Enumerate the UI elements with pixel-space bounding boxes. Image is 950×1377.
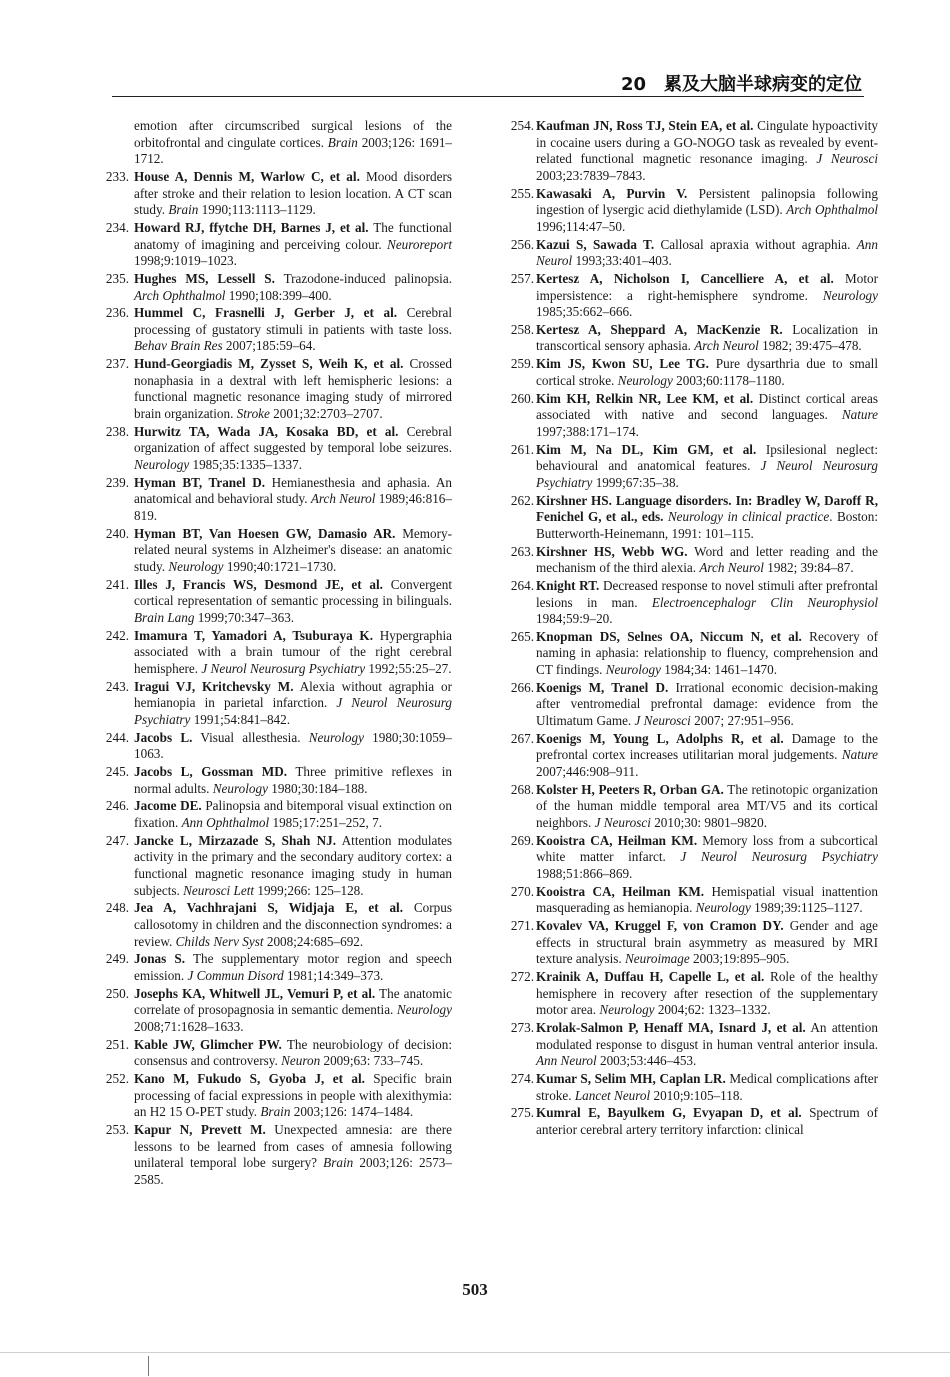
reference-title: Trazodone-induced palinopsia. (274, 270, 452, 286)
reference-number: 266. (510, 679, 534, 695)
reference-authors: House A, Dennis M, Warlow C, et al. (134, 168, 360, 184)
reference-entry (500, 833, 878, 883)
reference-title: Cingulate hypoactivity in cocaine users during a GO-NOGO task as revealed by event-related functional magnetic resonance imaging. (536, 118, 879, 167)
reference-citation: 1989;46:816–819. (134, 491, 452, 523)
reference-title: Callosal apraxia without agraphia. (654, 236, 857, 252)
reference-entry (500, 186, 878, 236)
reference-title: Distinct cortical areas associated with native and second languages. (536, 390, 878, 423)
reference-authors: Imamura T, Yamadori A, Tsuburaya K. (134, 627, 373, 643)
reference-entry (500, 578, 878, 628)
reference-authors: Jonas S. (134, 951, 186, 967)
reference-number: 253. (105, 1121, 129, 1137)
reference-journal: Nature (841, 407, 878, 423)
reference-journal: Neuroreport (387, 236, 452, 252)
reference-entry (105, 951, 452, 984)
reference-number: 244. (105, 729, 129, 745)
reference-citation: 1985;35:1335–1337. (189, 457, 303, 472)
reference-journal: Brain Lang (134, 609, 195, 625)
reference-number: 242. (105, 627, 129, 643)
reference-entry (105, 474, 452, 525)
reference-entry (500, 544, 878, 577)
reference-title: Attention modulates activity in the primary and the secondary auditory cortex: a functional magnetic resonance imaging study in human subjects. (134, 832, 452, 898)
reference-journal: Brain (323, 1155, 354, 1171)
reference-citation: 2003;23:7839–7843. (536, 167, 646, 183)
reference-journal: Neurology in clinical practice (667, 509, 830, 525)
reference-citation: 1989;39:1125–1127. (750, 900, 863, 916)
reference-journal: Neurology (605, 662, 661, 678)
reference-title: Hemianesthesia and aphasia. An anatomical and behavioral study. (134, 474, 452, 507)
reference-authors: Kirshner HS. Language disorders. In: Bradley W, Daroff R, Fenichel G, et al., eds. (536, 492, 878, 525)
reference-number: 252. (105, 1071, 129, 1086)
reference-journal: Arch Neurol (310, 491, 376, 507)
reference-entry (105, 525, 452, 576)
reference-journal: J Neurosci (816, 151, 879, 167)
reference-number: 247. (105, 832, 129, 848)
reference-number: 237. (105, 356, 129, 372)
reference-journal: Lancet Neurol (574, 1087, 651, 1103)
reference-citation: 1988;51:866–869. (536, 865, 633, 881)
reference-entry (500, 237, 878, 270)
chapter-number: 20 (620, 74, 646, 95)
reference-entry (105, 1121, 452, 1188)
header-rule (112, 96, 864, 97)
reference-citation: 2010;30: 9801–9820. (650, 814, 768, 830)
reference-number: 274. (510, 1071, 534, 1086)
reference-citation: 1990;108:399–400. (225, 287, 332, 303)
reference-authors: Hyman BT, Van Hoesen GW, Damasio AR. (134, 525, 396, 541)
reference-entry (105, 985, 452, 1036)
reference-journal: Childs Nerv Syst (175, 933, 264, 949)
reference-number: 246. (105, 798, 129, 814)
reference-authors: Kapur N, Prevett M. (134, 1121, 266, 1137)
reference-entry (105, 729, 453, 763)
reference-title: Cerebral organization of affect suggested by temporal lobe seizures. (134, 423, 452, 456)
reference-authors: Illes J, Francis WS, Desmond JE, et al. (134, 576, 383, 592)
reference-title: An attention modulated response to disgust in human ventral anterior insula. (536, 1020, 878, 1052)
reference-title: Pure dysarthria due to small cortical stroke. (536, 356, 878, 388)
reference-journal: Brain (327, 134, 358, 150)
reference-citation: 1984;34: 1461–1470. (660, 662, 778, 678)
reference-number: 258. (510, 321, 534, 337)
reference-authors: Hughes MS, Lessell S. (134, 270, 275, 286)
reference-authors: Koenigs M, Tranel D. (536, 679, 669, 695)
reference-authors: Koenigs M, Young L, Adolphs R, et al. (536, 730, 784, 746)
reference-title: Unexpected amnesia: are there lessons to be learned from cases of amnesia following unilateral temporal lobe surgery? (134, 1121, 452, 1171)
reference-number: 264. (510, 577, 534, 593)
reference-authors: Kirshner HS, Webb WG. (536, 543, 688, 559)
reference-entry (105, 356, 452, 422)
reference-citation: 1985;35:662–666. (536, 304, 633, 320)
reference-title: Spectrum of anterior cerebral artery territory infarction: clinical (536, 1105, 878, 1137)
reference-authors: Kertesz A, Nicholson I, Cancelliere A, et al. (536, 270, 834, 286)
reference-authors: Josephs KA, Whitwell JL, Vemuri P, et al. (134, 985, 376, 1001)
reference-title: Visual allesthesia. (192, 729, 309, 745)
reference-journal: J Neurol Neurosurg Psychiatry (134, 695, 453, 727)
reference-number: 256. (510, 236, 534, 252)
reference-journal: J Neurol Neurosurg Psychiatry (201, 660, 366, 676)
reference-journal: Neuroimage (625, 951, 690, 967)
reference-entry (500, 322, 878, 355)
reference-number: 243. (105, 678, 129, 694)
reference-entry (112, 118, 452, 168)
reference-authors: Kano M, Fukudo S, Gyoba J, et al. (134, 1071, 365, 1086)
reference-number: 269. (510, 832, 534, 848)
reference-journal: Neurology (212, 780, 268, 796)
reference-title: Motor impersistence: a right-hemisphere syndrome. (536, 270, 878, 303)
reference-authors: Hund-Georgiadis M, Zysset S, Weih K, et al. (134, 356, 404, 372)
reference-authors: Krainik A, Duffau H, Capelle L, et al. (536, 969, 765, 985)
reference-title: Ipsilesional neglect: behavioural and anatomical features. (536, 441, 878, 474)
reference-authors: Jacobs L, Gossman MD. (134, 764, 288, 779)
reference-journal: Behav Brain Res (134, 338, 223, 354)
reference-title: Corpus callosotomy in children and the disconnection syndromes: a review. (134, 900, 452, 949)
reference-citation: 1980;30:184–188. (267, 780, 368, 796)
reference-journal: Arch Ophthalmol (786, 202, 879, 218)
reference-title: Cerebral processing of gustatory stimuli in patients with taste loss. (134, 305, 452, 337)
reference-journal: Nature (841, 747, 878, 763)
crop-mark (148, 1356, 149, 1376)
reference-citation: 1991;54:841–842. (190, 711, 291, 727)
reference-authors: Kim M, Na DL, Kim GM, et al. (536, 441, 757, 457)
reference-number: 234. (105, 219, 129, 235)
reference-entry (105, 1036, 453, 1070)
reference-citation: 2003;126: 2573–2585. (134, 1155, 452, 1187)
reference-authors: Kumar S, Selim MH, Caplan LR. (536, 1071, 726, 1086)
reference-authors: Kovalev VA, Kruggel F, von Cramon DY. (536, 918, 784, 934)
reference-journal: Brain (168, 202, 199, 218)
reference-journal: Electroencephalogr Clin Neurophysiol (651, 594, 878, 610)
reference-journal: J Commun Disord (187, 967, 284, 983)
bottom-rule (0, 1352, 950, 1353)
reference-title: Medical complications after stroke. (536, 1071, 878, 1103)
reference-authors: Krolak-Salmon P, Henaff MA, Isnard J, et al. (536, 1020, 806, 1036)
reference-title: The neurobiology of decision: consensus and controversy. (134, 1036, 453, 1069)
reference-title: The retinotopic organization of the human middle temporal area MT/V5 and its cortical neighbors. (536, 781, 878, 830)
reference-title: Damage to the prefrontal cortex increases utilitarian moral judgements. (536, 730, 879, 763)
reference-entry (105, 832, 452, 899)
reference-title: Mood disorders after stroke and their relation to lesion location. A CT scan study. (134, 168, 452, 218)
reference-journal: J Neurosci (594, 814, 651, 830)
reference-number: 236. (105, 305, 129, 321)
reference-citation: 1985;17:251–252, 7. (269, 814, 383, 830)
reference-citation: 1999;266: 125–128. (254, 882, 364, 898)
reference-citation: 1981;14:349–373. (283, 967, 384, 983)
reference-citation: 1982; 39:475–478. (758, 338, 862, 354)
reference-citation: 2009;63: 733–745. (320, 1053, 424, 1069)
reference-entry (500, 884, 878, 917)
reference-citation: 1993;33:401–403. (572, 253, 672, 269)
reference-number: 265. (510, 628, 534, 644)
reference-authors: Knopman DS, Selnes OA, Niccum N, et al. (536, 628, 802, 644)
reference-authors: Kazui S, Sawada T. (536, 236, 655, 252)
reference-citation: 2003;53:446–453. (596, 1053, 697, 1069)
reference-entry (500, 629, 878, 679)
reference-title: Alexia without agraphia or hemianopia in parietal infarction. (134, 678, 452, 711)
reference-number: 268. (510, 781, 534, 797)
reference-journal: Ann Neurol (536, 1053, 597, 1069)
reference-authors: Jancke L, Mirzazade S, Shah NJ. (134, 832, 337, 848)
reference-journal: J Neurol Neurosurg Psychiatry (680, 849, 878, 865)
reference-journal: Neurology (617, 372, 673, 388)
reference-title: Palinopsia and bitemporal visual extinction on fixation. (134, 798, 452, 830)
reference-title: Word and letter reading and the mechanism of the third alexia. (536, 543, 878, 576)
reference-title: Memory loss from a subcortical white matter infarct. (536, 832, 878, 865)
reference-title: Three primitive reflexes in normal adults. (134, 764, 452, 796)
reference-number: 263. (510, 543, 534, 559)
reference-journal: Neurology (822, 287, 878, 303)
reference-authors: Kertesz A, Sheppard A, MacKenzie R. (536, 321, 783, 337)
reference-entry (500, 391, 878, 441)
reference-entry (500, 493, 878, 543)
reference-authors: Kable JW, Glimcher PW. (134, 1036, 282, 1052)
reference-title: Persistent palinopsia following ingestion of lysergic acid diethylamide (LSD). (536, 185, 878, 218)
reference-entry (500, 442, 878, 492)
reference-entry (500, 271, 878, 321)
reference-entry (105, 576, 452, 627)
reference-citation: 2007;185:59–64. (222, 338, 316, 354)
reference-citation: 2003;19:895–905. (689, 951, 790, 967)
reference-entry (500, 969, 878, 1019)
reference-authors: Hyman BT, Tranel D. (134, 474, 266, 490)
reference-number: 271. (510, 918, 534, 934)
reference-journal: J Neurol Neurosurg Psychiatry (536, 458, 879, 490)
reference-number: 270. (510, 883, 534, 899)
reference-journal: Neurology (599, 1002, 655, 1018)
left-reference-column (105, 118, 453, 1190)
reference-number: 261. (510, 441, 534, 457)
chapter-title: 累及大脑半球病变的定位 (664, 74, 862, 95)
reference-entry (500, 680, 878, 730)
reference-title: Memory-related neural systems in Alzheimer's disease: an anatomic study. (134, 525, 452, 574)
reference-title: The functional anatomy of imagining and perceiving colour. (134, 219, 452, 252)
reference-entry (105, 270, 452, 304)
page-number: 503 (462, 1280, 488, 1299)
reference-title: The anatomic correlate of prosopagnosia in semantic dementia. (134, 985, 452, 1018)
reference-authors: Iragui VJ, Kritchevsky M. (134, 678, 294, 694)
reference-authors: Kaufman JN, Ross TJ, Stein EA, et al. (536, 118, 754, 133)
reference-number: 262. (510, 492, 534, 508)
reference-citation: . Boston: Butterworth-Heinemann, 1991: 101–115. (536, 509, 878, 541)
reference-journal: Ann Neurol (536, 236, 878, 269)
reference-journal: Neurosci Lett (183, 882, 255, 898)
reference-citation: 2004;62: 1323–1332. (654, 1002, 771, 1018)
reference-journal: Neurology (168, 558, 224, 574)
reference-title: Convergent cortical representation of semantic processing in bilinguals. (134, 576, 452, 609)
reference-title: Gender and age effects in structural brain asymmetry as measured by MRI texture analysis. (536, 918, 878, 967)
reference-authors: Kooistra CA, Heilman KM. (536, 832, 698, 848)
reference-journal: Arch Neurol (694, 338, 759, 354)
reference-citation: 2007;446:908–911. (536, 764, 639, 779)
reference-citation: 2008;24:685–692. (263, 933, 364, 949)
reference-number: 249. (105, 951, 129, 967)
reference-journal: Brain (260, 1104, 291, 1120)
reference-journal: J Neurosci (634, 713, 691, 729)
reference-citation: 1997;388:171–174. (536, 423, 639, 439)
reference-title: emotion after circumscribed surgical lesions of the orbitofrontal and cingulate cortices. (134, 118, 452, 150)
reference-citation: 1996;114:47–50. (536, 218, 626, 234)
reference-journal: Neurology (396, 1002, 452, 1018)
reference-citation: 1990;40:1721–1730. (223, 558, 337, 574)
reference-citation: 1999;67:35–38. (592, 474, 679, 490)
reference-citation: 1980;30:1059–1063. (134, 729, 453, 762)
reference-journal: Arch Neurol (699, 560, 764, 576)
reference-number: 251. (105, 1036, 129, 1052)
reference-authors: Jacobs L. (134, 729, 193, 745)
reference-number: 233. (105, 168, 129, 184)
reference-authors: Hurwitz TA, Wada JA, Kosaka BD, et al. (134, 423, 399, 439)
reference-title: The supplementary motor region and speech emission. (134, 951, 452, 983)
right-reference-column (500, 118, 878, 1140)
reference-citation: 2003;126: 1474–1484. (290, 1104, 414, 1120)
reference-authors: Kim JS, Kwon SU, Lee TG. (536, 356, 709, 372)
reference-journal: Neuron (281, 1053, 321, 1069)
reference-citation: 2010;9:105–118. (650, 1087, 743, 1103)
reference-entry (105, 900, 452, 950)
reference-title: Role of the healthy hemisphere in recovery after resection of the supplementary motor area. (536, 969, 878, 1018)
reference-entry (105, 627, 452, 678)
reference-title: Recovery of naming in aphasia: relationship to fluency, comprehension and CT findings. (536, 628, 878, 678)
reference-number: 235. (105, 270, 129, 286)
reference-authors: Hummel C, Frasnelli J, Gerber J, et al. (134, 305, 398, 321)
reference-entry (105, 798, 452, 831)
reference-authors: Kolster H, Peeters R, Orban GA. (536, 781, 724, 797)
reference-title: Specific brain processing of facial expressions in people with alexithymia: an H2 15 O-PET study. (134, 1071, 452, 1120)
reference-entry (500, 918, 878, 968)
reference-entry (105, 1071, 452, 1121)
reference-citation: 1998;9:1019–1023. (134, 253, 237, 269)
reference-title: Hemispatial visual inattention masquerading as hemianopia. (536, 883, 878, 916)
reference-authors: Kim KH, Relkin NR, Lee KM, et al. (536, 390, 754, 406)
reference-citation: 2001;32:2703–2707. (269, 406, 383, 422)
reference-number: 273. (510, 1020, 534, 1036)
reference-entry (105, 678, 453, 729)
reference-title: Decreased response to novel stimuli after prefrontal lesions in man. (536, 577, 879, 610)
reference-entry (500, 118, 878, 184)
reference-number: 238. (105, 423, 129, 439)
reference-citation: 1992;55:25–27. (365, 660, 452, 676)
reference-authors: Knight RT. (536, 577, 600, 593)
reference-entry (105, 219, 452, 270)
reference-entry (500, 782, 878, 832)
reference-entry (500, 1020, 878, 1070)
reference-number: 250. (105, 985, 129, 1001)
reference-number: 259. (510, 356, 534, 372)
reference-citation: 1984;59:9–20. (536, 611, 613, 627)
reference-number: 275. (510, 1105, 534, 1121)
reference-entry (105, 305, 452, 355)
reference-entry (500, 356, 878, 389)
reference-number: 240. (105, 525, 129, 541)
reference-citation: 1990;113:1113–1129. (198, 202, 316, 218)
reference-journal: Neurology (308, 729, 364, 745)
reference-entry (105, 764, 452, 797)
reference-title: Irrational economic decision-making after ventromedial prefrontal damage: evidence from the Ultimatum Game. (536, 679, 878, 729)
reference-journal: Stroke (236, 406, 270, 422)
reference-citation: 2008;71:1628–1633. (134, 1018, 244, 1034)
reference-authors: Kawasaki A, Purvin V. (536, 185, 688, 201)
reference-number: 239. (105, 474, 129, 490)
reference-journal: Neurology (695, 900, 751, 916)
page-header (621, 70, 862, 96)
reference-number: 254. (510, 118, 534, 133)
reference-number: 241. (105, 576, 129, 592)
reference-citation: 2003;60:1178–1180. (672, 372, 785, 388)
reference-number: 260. (510, 390, 534, 406)
reference-citation: 2007; 27:951–956. (690, 713, 794, 729)
reference-journal: Ann Ophthalmol (181, 814, 270, 830)
reference-number: 272. (510, 969, 534, 985)
reference-citation: 1982; 39:84–87. (763, 560, 854, 576)
reference-entry (500, 1105, 878, 1138)
reference-entry (500, 1071, 878, 1104)
reference-title: Localization in transcortical sensory aphasia. (536, 321, 878, 354)
reference-citation: 2003;126: 1691–1712. (134, 134, 453, 167)
reference-authors: Jea A, Vachhrajani S, Widjaja E, et al. (134, 900, 404, 916)
reference-title: Crossed nonaphasia in a dextral with left hemispheric lesions: a functional magnetic resonance imaging study of mirrored brain organization. (134, 356, 452, 422)
reference-entry (105, 423, 452, 474)
reference-authors: Kumral E, Bayulkem G, Evyapan D, et al. (536, 1105, 802, 1121)
reference-journal: Neurology (134, 457, 190, 472)
reference-number: 257. (510, 270, 534, 286)
reference-number: 255. (510, 185, 534, 201)
reference-authors: Howard RJ, ffytche DH, Barnes J, et al. (134, 219, 369, 235)
reference-entry (105, 168, 452, 219)
reference-citation: 1999;70:347–363. (194, 609, 295, 625)
reference-journal: Arch Ophthalmol (134, 287, 226, 303)
reference-entry (500, 731, 878, 781)
reference-number: 245. (105, 764, 129, 779)
reference-number: 248. (105, 900, 129, 916)
reference-title: Hypergraphia associated with a brain tumour of the right cerebral hemisphere. (134, 627, 452, 676)
reference-number: 267. (510, 730, 534, 746)
reference-authors: Jacome DE. (134, 798, 202, 814)
reference-authors: Kooistra CA, Heilman KM. (536, 883, 705, 899)
